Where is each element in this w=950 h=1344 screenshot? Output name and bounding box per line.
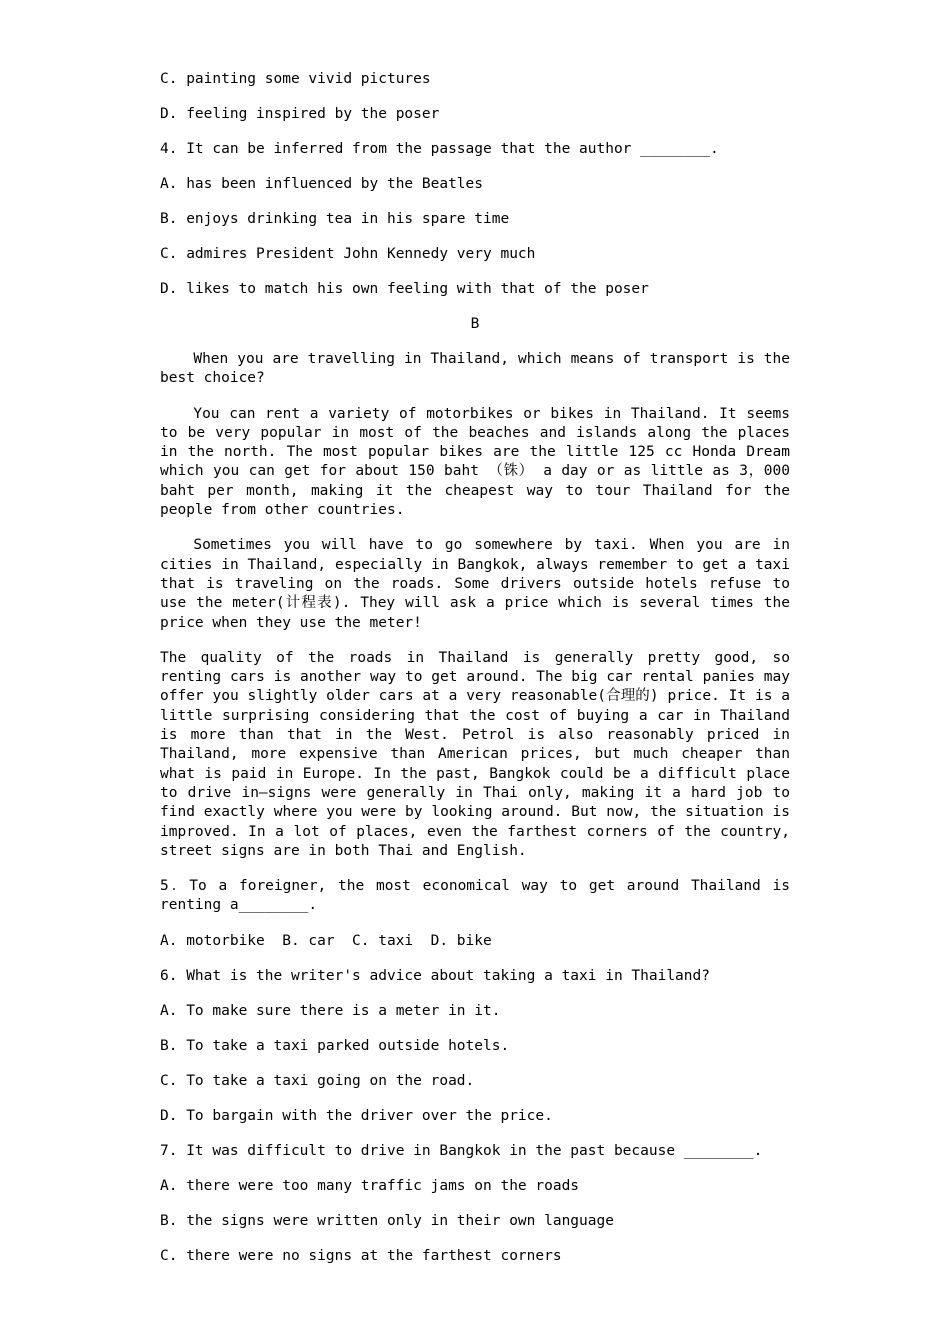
- section-label: B: [470, 316, 480, 332]
- q3-option-d: D. feeling inspired by the poser: [160, 106, 440, 122]
- q6-stem: 6. What is the writer's advice about taking a taxi in Thailand?: [160, 967, 710, 984]
- passage-paragraph-1: When you are travelling in Thailand, which means of transport is the best choice?: [160, 351, 790, 387]
- q4-option-b: B. enjoys drinking tea in his spare time: [160, 211, 510, 227]
- q4-option-c: C. admires President John Kennedy very much: [160, 246, 536, 262]
- passage-paragraph-3: Sometimes you will have to go somewhere by taxi. When you are in cities in Thailand, especially in Bangkok, always remember to get a taxi that is traveling on the roads. Some drivers outside hotels refuse to use the meter(计程表). They will ask a price which is several times the price when they use the meter!: [160, 537, 790, 631]
- passage-paragraph-4: The quality of the roads in Thailand is generally pretty good, so renting cars is another way to get around. The big car rental panies may offer you slightly older cars at a very reasonable(合理的) price. It is a little surprising considering that the cost of buying a car in Thailand is more than that in the West. Petrol is also reasonably priced in Thailand, more expensive than American prices, but much cheaper than what is paid in Europe. In the past, Bangkok could be a difficult place to drive in—signs were generally in Thai only, making it a hard job to find exactly where you were by looking around. But now, the situation is improved. In a lot of places, even the farthest corners of the country, street signs are in both Thai and English.: [160, 649, 790, 859]
- q3-option-c: C. painting some vivid pictures: [160, 71, 431, 87]
- q4-option-d: D. likes to match his own feeling with that of the poser: [160, 281, 649, 297]
- q6-option-a: A. To make sure there is a meter in it.: [160, 1002, 501, 1019]
- q5-options: A. motorbike B. car C. taxi D. bike: [160, 932, 492, 949]
- q7-option-b: B. the signs were written only in their own language: [160, 1212, 614, 1229]
- document-page: [160, 70, 790, 1282]
- q7-option-a: A. there were too many traffic jams on the roads: [160, 1177, 580, 1194]
- q6-option-d: D. To bargain with the driver over the price.: [160, 1107, 553, 1124]
- q4-option-a: A. has been influenced by the Beatles: [160, 176, 484, 192]
- q4-stem: 4. It can be inferred from the passage that the author ________.: [160, 141, 719, 157]
- q6-option-c: C. To take a taxi going on the road.: [160, 1072, 475, 1089]
- q6-option-b: B. To take a taxi parked outside hotels.: [160, 1037, 510, 1054]
- q7-option-c: C. there were no signs at the farthest corners: [160, 1247, 562, 1264]
- q7-stem: 7. It was difficult to drive in Bangkok in the past because ________.: [160, 1142, 763, 1159]
- q5-stem: 5．To a foreigner, the most economical way to get around Thailand is renting a________.: [160, 878, 790, 914]
- passage-paragraph-2: You can rent a variety of motorbikes or bikes in Thailand. It seems to be very popular in most of the beaches and islands along the places in the north. The most popular bikes are the little 125 cc Honda Dream which you can get for about 150 baht （铢） a day or as little as 3，000 baht per month, making it the cheapest way to tour Thailand for the people from other countries.: [160, 405, 790, 519]
